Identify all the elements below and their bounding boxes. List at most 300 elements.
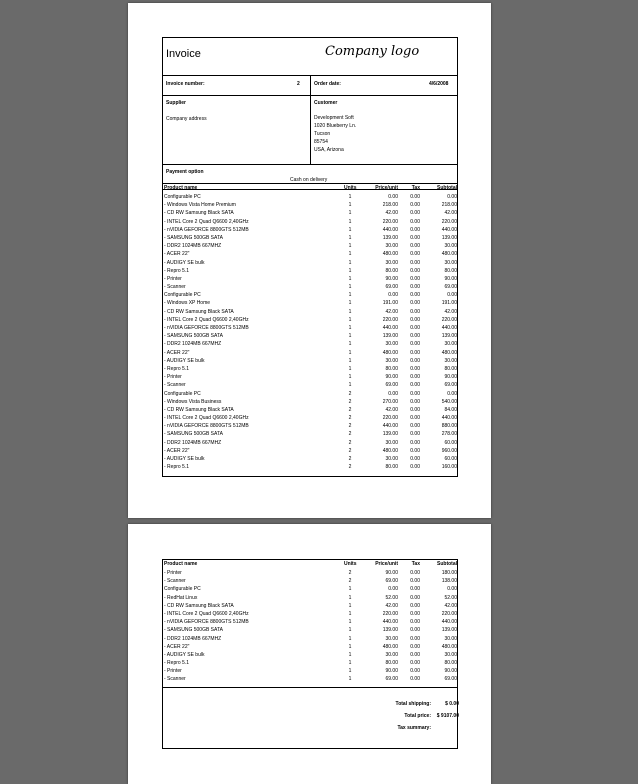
total-price-label: Total price: — [404, 713, 431, 719]
table-cell: 191.00 — [382, 300, 398, 307]
table-row — [163, 316, 457, 324]
table-cell: 42.00 — [385, 602, 398, 609]
table-cell: 2 — [348, 423, 352, 430]
table-cell: 480.00 — [382, 349, 398, 356]
table-cell: 30.00 — [444, 357, 457, 364]
table-cell: 191.00 — [441, 300, 457, 307]
table-cell: 480.00 — [441, 251, 457, 258]
table-cell: 69.00 — [385, 676, 398, 683]
table-cell: 0.00 — [410, 308, 420, 315]
table-cell: 0.00 — [410, 341, 420, 348]
table-cell: 1 — [348, 374, 352, 381]
table-cell: 1 — [348, 284, 352, 291]
order-date-label: Order date: — [314, 81, 341, 87]
table-cell: - SAMSUNG 500GB SATA — [164, 333, 223, 340]
invoice-meta-row — [163, 76, 457, 96]
table-cell: 1 — [348, 382, 352, 389]
table-cell: 0.00 — [410, 456, 420, 462]
table-cell: 42.00 — [444, 308, 457, 315]
table-cell: - CD RW Samsung Black SATA — [164, 406, 234, 413]
table-cell: - CD RW Samsung Black SATA — [164, 602, 234, 609]
table-cell: 0.00 — [410, 594, 420, 601]
table-row — [163, 349, 457, 357]
table-row — [163, 259, 457, 267]
table-cell: 480.00 — [382, 643, 398, 650]
table-cell: 90.00 — [444, 275, 457, 282]
table-row — [163, 675, 457, 683]
table-cell: 1 — [348, 218, 352, 225]
table-cell: 139.00 — [382, 234, 398, 241]
table-cell: 0.00 — [410, 194, 420, 200]
table-cell: 1 — [348, 643, 352, 650]
table-row — [163, 299, 457, 307]
table-cell: 0.00 — [410, 259, 420, 266]
table-cell: 0.00 — [410, 439, 420, 446]
table-cell: 440.00 — [441, 415, 457, 422]
table-cell: 0.00 — [410, 651, 420, 658]
table-cell: 84.00 — [444, 406, 457, 413]
table-cell: - ACER 22" — [164, 251, 190, 258]
invoice-page-2 — [128, 524, 491, 784]
table-row — [163, 390, 457, 398]
table-cell: 540.00 — [441, 398, 457, 405]
table-cell: 30.00 — [444, 341, 457, 348]
table-cell: 440.00 — [382, 325, 398, 331]
table-cell: 0.00 — [388, 586, 398, 593]
table-cell: - DDR2 1024MB 667MHZ — [164, 439, 222, 446]
customer-label: Customer — [314, 100, 338, 106]
table-cell: 0.00 — [410, 398, 420, 405]
table-cell: 440.00 — [382, 226, 398, 233]
table-cell: 30.00 — [385, 259, 398, 266]
table-cell: 0.00 — [410, 218, 420, 225]
table-cell: 1 — [348, 300, 352, 307]
company-logo: Company logo — [325, 44, 420, 59]
col-product-name: Product name — [164, 185, 198, 191]
table-cell: 1 — [348, 668, 352, 675]
table-cell: 42.00 — [385, 406, 398, 413]
table-cell: 0.00 — [410, 292, 420, 299]
table-header — [163, 560, 457, 569]
table-cell: 80.00 — [385, 660, 398, 667]
col-price: Price/unit — [375, 185, 398, 191]
table-cell: 1 — [348, 243, 352, 250]
table-cell: 0.00 — [410, 374, 420, 381]
table-cell: 139.00 — [382, 431, 398, 438]
table-cell: 30.00 — [385, 456, 398, 462]
table-cell: 90.00 — [385, 275, 398, 282]
table-cell: - ACER 22" — [164, 447, 190, 454]
table-cell: 0.00 — [410, 300, 420, 307]
table-cell: 0.00 — [410, 406, 420, 413]
table-cell: 30.00 — [385, 243, 398, 250]
table-cell: - AUDIGY SE bulk — [164, 456, 205, 462]
table-cell: 2 — [348, 570, 352, 576]
table-cell: 80.00 — [444, 267, 457, 274]
table-cell: 0.00 — [410, 415, 420, 422]
title-row — [163, 38, 457, 76]
col-units: Units — [344, 185, 357, 191]
table-cell: - SAMSUNG 500GB SATA — [164, 627, 223, 634]
table-cell: - AUDIGY SE bulk — [164, 651, 205, 658]
table-cell: 30.00 — [385, 439, 398, 446]
table-cell: 440.00 — [382, 423, 398, 430]
table-cell: - Windows Vista Business — [164, 398, 222, 405]
table-body — [163, 569, 457, 684]
table-cell: 0.00 — [410, 202, 420, 209]
table-row — [163, 242, 457, 250]
table-cell: - ACER 22" — [164, 349, 190, 356]
table-cell: - Windows Vista Home Premium — [164, 202, 236, 209]
table-cell: 1 — [348, 635, 352, 642]
invoice-number-label: Invoice number: — [166, 81, 205, 87]
table-cell: 30.00 — [385, 357, 398, 364]
parties-row — [163, 96, 457, 165]
table-cell: - INTEL Core 2 Quad Q6600 2,40GHz — [164, 218, 249, 225]
table-cell: 220.00 — [382, 218, 398, 225]
table-cell: 0.00 — [410, 464, 420, 471]
table-cell: 42.00 — [385, 210, 398, 217]
table-row — [163, 193, 457, 201]
col-units: Units — [344, 561, 357, 567]
table-cell: 60.00 — [444, 456, 457, 462]
table-cell: - Scanner — [164, 284, 186, 291]
table-cell: 90.00 — [385, 374, 398, 381]
table-cell: 0.00 — [410, 635, 420, 642]
table-cell: 90.00 — [444, 668, 457, 675]
table-cell: 0.00 — [410, 275, 420, 282]
table-cell: 0.00 — [447, 194, 457, 200]
col-product-name: Product name — [164, 561, 198, 567]
table-cell: - Printer — [164, 570, 182, 576]
table-row — [163, 234, 457, 242]
table-cell: 80.00 — [444, 660, 457, 667]
table-cell: Configurable PC — [164, 390, 201, 397]
table-row — [163, 381, 457, 389]
table-cell: 960.00 — [441, 447, 457, 454]
table-cell: 1 — [348, 292, 352, 299]
table-row — [163, 594, 457, 602]
table-cell: 2 — [348, 578, 352, 585]
table-cell: - Printer — [164, 668, 182, 675]
table-cell: 90.00 — [385, 668, 398, 675]
table-cell: 278.00 — [441, 431, 457, 438]
table-cell: 30.00 — [385, 635, 398, 642]
table-cell: 80.00 — [385, 267, 398, 274]
table-row — [163, 365, 457, 373]
table-cell: 480.00 — [441, 349, 457, 356]
total-shipping-value: $ 0.00 — [445, 701, 459, 707]
table-cell: 218.00 — [441, 202, 457, 209]
table-cell: 0.00 — [410, 578, 420, 585]
table-cell: 0.00 — [410, 243, 420, 250]
col-subtotal: Subtotal — [437, 561, 457, 567]
table-row — [163, 463, 457, 471]
table-cell: 180.00 — [441, 570, 457, 576]
table-row — [163, 659, 457, 667]
table-row — [163, 291, 457, 299]
table-cell: 69.00 — [385, 578, 398, 585]
table-cell: 0.00 — [410, 619, 420, 626]
table-cell: 1 — [348, 259, 352, 266]
table-cell: 0.00 — [410, 284, 420, 291]
table-row — [163, 267, 457, 275]
table-cell: 0.00 — [410, 251, 420, 258]
table-cell: 0.00 — [388, 194, 398, 200]
table-cell: 0.00 — [410, 570, 420, 576]
table-cell: 0.00 — [410, 643, 420, 650]
col-tax: Tax — [411, 561, 420, 567]
table-cell: - SAMSUNG 500GB SATA — [164, 431, 223, 438]
table-cell: - nVIDIA GEFORCE 8800GTS 512MB — [164, 226, 249, 233]
table-cell: 90.00 — [385, 570, 398, 576]
product-table-page-1 — [162, 183, 458, 477]
table-cell: 2 — [348, 464, 352, 471]
table-cell: 1 — [348, 357, 352, 364]
table-row — [163, 439, 457, 447]
table-cell: 2 — [348, 406, 352, 413]
table-cell: 0.00 — [410, 365, 420, 372]
order-date: 4/6/2008 — [429, 81, 449, 87]
table-cell: - DDR2 1024MB 667MHZ — [164, 341, 222, 348]
table-cell: 0.00 — [447, 292, 457, 299]
table-cell: 1 — [348, 202, 352, 209]
table-cell: 30.00 — [444, 259, 457, 266]
table-cell: 139.00 — [441, 333, 457, 340]
table-cell: 69.00 — [385, 284, 398, 291]
table-cell: 1 — [348, 586, 352, 593]
table-cell: - nVIDIA GEFORCE 8800GTS 512MB — [164, 619, 249, 626]
table-cell: - nVIDIA GEFORCE 8800GTS 512MB — [164, 325, 249, 331]
customer-address — [314, 115, 356, 155]
table-cell: - DDR2 1024MB 667MHZ — [164, 243, 222, 250]
table-row — [163, 585, 457, 593]
supplier-label: Supplier — [166, 100, 187, 106]
table-cell: 138.00 — [441, 578, 457, 585]
table-row — [163, 406, 457, 414]
table-cell: 1 — [348, 267, 352, 274]
table-cell: 1 — [348, 308, 352, 315]
table-row — [163, 618, 457, 626]
table-cell: 52.00 — [385, 594, 398, 601]
table-row — [163, 275, 457, 283]
table-row — [163, 602, 457, 610]
table-cell: 220.00 — [441, 610, 457, 617]
table-cell: 42.00 — [385, 308, 398, 315]
table-header — [163, 184, 457, 193]
table-cell: 220.00 — [441, 218, 457, 225]
table-cell: 0.00 — [410, 431, 420, 438]
table-cell: 0.00 — [388, 390, 398, 397]
supplier-address: Company address — [166, 116, 207, 122]
table-cell: 880.00 — [441, 423, 457, 430]
table-cell: 218.00 — [382, 202, 398, 209]
col-subtotal: Subtotal — [437, 185, 457, 191]
table-cell: 1 — [348, 226, 352, 233]
table-cell: 2 — [348, 439, 352, 446]
table-cell: - Printer — [164, 374, 182, 381]
table-cell: 2 — [348, 447, 352, 454]
table-cell: 0.00 — [410, 390, 420, 397]
table-cell: 2 — [348, 390, 352, 397]
table-cell: 1 — [348, 325, 352, 331]
table-cell: 220.00 — [441, 316, 457, 323]
table-row — [163, 373, 457, 381]
table-cell: 2 — [348, 398, 352, 405]
table-cell: 0.00 — [410, 357, 420, 364]
table-cell: 80.00 — [385, 464, 398, 471]
table-cell: 1 — [348, 210, 352, 217]
col-price: Price/unit — [375, 561, 398, 567]
table-cell: - ACER 22" — [164, 643, 190, 650]
table-cell: 440.00 — [441, 226, 457, 233]
table-cell: 1 — [348, 676, 352, 683]
tax-summary-label: Tax summary: — [397, 725, 431, 731]
product-table-page-2 — [162, 559, 458, 749]
table-row — [163, 651, 457, 659]
table-cell: - CD RW Samsung Black SATA — [164, 210, 234, 217]
table-cell: 480.00 — [382, 447, 398, 454]
invoice-header — [162, 37, 458, 190]
table-cell: 270.00 — [382, 398, 398, 405]
table-cell: 69.00 — [444, 382, 457, 389]
table-row — [163, 643, 457, 651]
table-row — [163, 398, 457, 406]
table-cell: 1 — [348, 275, 352, 282]
table-row — [163, 201, 457, 209]
table-cell: - Repro 5.1 — [164, 660, 190, 667]
table-cell: 160.00 — [441, 464, 457, 471]
table-cell: - CD RW Samsung Black SATA — [164, 308, 234, 315]
table-cell: - Repro 5.1 — [164, 365, 190, 372]
table-row — [163, 447, 457, 455]
table-cell: 1 — [348, 602, 352, 609]
table-cell: 1 — [348, 341, 352, 348]
table-cell: 1 — [348, 349, 352, 356]
table-cell: - INTEL Core 2 Quad Q6600 2,40GHz — [164, 415, 249, 422]
total-price-value: $ 9107.00 — [436, 713, 459, 719]
invoice-title: Invoice — [166, 48, 201, 60]
table-cell: 0.00 — [410, 660, 420, 667]
table-cell: 1 — [348, 594, 352, 601]
table-cell: 2 — [348, 456, 352, 462]
table-cell: 0.00 — [410, 382, 420, 389]
table-row — [163, 610, 457, 618]
table-row — [163, 626, 457, 634]
table-cell: - Scanner — [164, 578, 186, 585]
table-cell: 1 — [348, 651, 352, 658]
table-row — [163, 340, 457, 348]
customer-address-line: 1020 Blueberry Ln. — [314, 123, 357, 129]
table-cell: 2 — [348, 415, 352, 422]
table-cell: - AUDIGY SE bulk — [164, 259, 205, 266]
table-cell: 0.00 — [410, 226, 420, 233]
table-cell: 220.00 — [382, 415, 398, 422]
table-cell: 0.00 — [410, 627, 420, 634]
table-cell: 2 — [348, 431, 352, 438]
invoice-number: 2 — [297, 81, 300, 87]
table-row — [163, 455, 457, 463]
table-row — [163, 209, 457, 217]
table-cell: 0.00 — [410, 423, 420, 430]
payment-label: Payment option — [166, 169, 204, 175]
table-cell: 480.00 — [441, 643, 457, 650]
table-row — [163, 414, 457, 422]
table-cell: 139.00 — [441, 234, 457, 241]
table-row — [163, 430, 457, 438]
customer-address-line: Tucson — [314, 131, 331, 137]
table-cell: 0.00 — [410, 325, 420, 331]
table-cell: 1 — [348, 619, 352, 626]
table-cell: 1 — [348, 610, 352, 617]
table-row — [163, 324, 457, 332]
table-cell: - Repro 5.1 — [164, 267, 190, 274]
table-cell: 30.00 — [444, 243, 457, 250]
table-cell: 30.00 — [444, 651, 457, 658]
table-row — [163, 308, 457, 316]
invoice-page-1 — [128, 3, 491, 518]
table-cell: 0.00 — [388, 292, 398, 299]
table-row — [163, 635, 457, 643]
totals-section — [163, 687, 457, 748]
table-row — [163, 250, 457, 258]
table-cell: 139.00 — [382, 627, 398, 634]
table-cell: 440.00 — [441, 325, 457, 331]
table-cell: 1 — [348, 251, 352, 258]
table-row — [163, 218, 457, 226]
table-cell: 90.00 — [444, 374, 457, 381]
table-cell: 0.00 — [410, 333, 420, 340]
customer-address-line: USA, Arizona — [314, 147, 344, 153]
table-row — [163, 357, 457, 365]
table-cell: 139.00 — [382, 333, 398, 340]
table-row — [163, 577, 457, 585]
table-cell: 0.00 — [410, 602, 420, 609]
table-cell: 80.00 — [385, 365, 398, 372]
table-cell: 42.00 — [444, 602, 457, 609]
table-cell: 0.00 — [447, 390, 457, 397]
table-cell: 220.00 — [382, 610, 398, 617]
table-cell: - RedHat Linux — [164, 594, 198, 601]
table-cell: 1 — [348, 365, 352, 372]
table-row — [163, 283, 457, 291]
table-cell: - Repro 5.1 — [164, 464, 190, 471]
table-cell: - Printer — [164, 275, 182, 282]
table-cell: - INTEL Core 2 Quad Q6600 2,40GHz — [164, 316, 249, 323]
table-cell: 0.00 — [447, 586, 457, 593]
table-cell: 0.00 — [410, 234, 420, 241]
table-cell: 0.00 — [410, 668, 420, 675]
table-cell: 1 — [348, 333, 352, 340]
table-cell: Configurable PC — [164, 194, 201, 200]
table-cell: 30.00 — [385, 651, 398, 658]
table-row — [163, 569, 457, 577]
table-cell: 52.00 — [444, 594, 457, 601]
table-cell: - INTEL Core 2 Quad Q6600 2,40GHz — [164, 610, 249, 617]
table-row — [163, 226, 457, 234]
table-cell: - nVIDIA GEFORCE 8800GTS 512MB — [164, 423, 249, 430]
table-cell: 0.00 — [410, 316, 420, 323]
table-cell: - SAMSUNG 500GB SATA — [164, 234, 223, 241]
table-cell: 440.00 — [441, 619, 457, 626]
table-cell: 69.00 — [385, 382, 398, 389]
table-row — [163, 332, 457, 340]
table-cell: 60.00 — [444, 439, 457, 446]
table-cell: - Scanner — [164, 382, 186, 389]
table-cell: 30.00 — [444, 635, 457, 642]
table-cell: 0.00 — [410, 586, 420, 593]
table-cell: - Windows XP Home — [164, 300, 211, 307]
